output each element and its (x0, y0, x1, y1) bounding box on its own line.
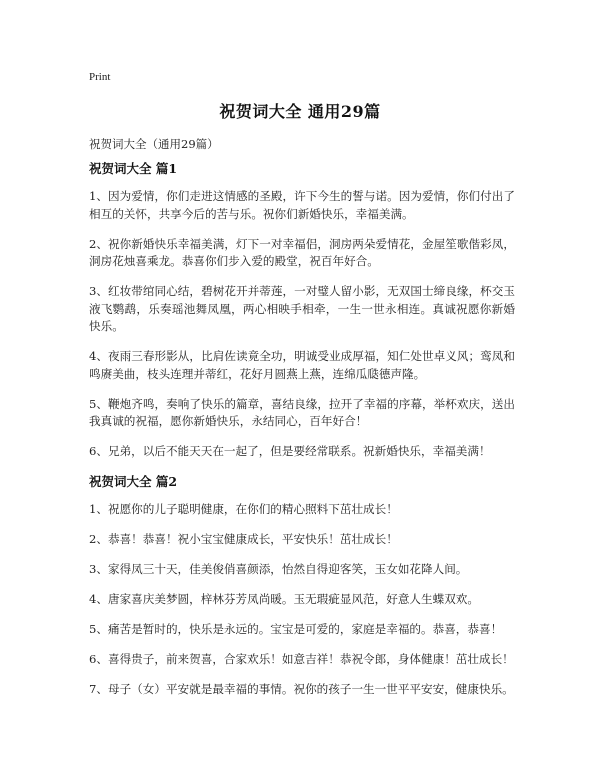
paragraph: 6、兄弟，以后不能天天在一起了，但是要经常联系。祝新婚快乐，幸福美满！ (89, 444, 491, 458)
paragraph: 1、因为爱情，你们走进这情感的圣殿，许下今生的誓与诺。因为爱情，你们付出了相互的关怀，共享今后的苦与乐。祝你们新婚快乐，幸福美满。 (89, 189, 515, 221)
paragraph: 3、家得凤三十天，佳美俊俏喜颜添，怡然自得迎客笑，玉女如花降人间。 (89, 562, 468, 576)
paragraph: 4、唐家喜庆美梦圆，梓林芬芳凤尚暖。玉无瑕疵显风范，好意人生蝶双欢。 (89, 592, 479, 606)
section-2 (89, 473, 515, 699)
paragraph: 2、祝你新婚快乐幸福美满，灯下一对幸福侣，洞房两朵爱情花，金屋笙歌偕彩凤，洞房花烛喜乘龙。恭喜你们步入爱的殿堂，祝百年好合。 (89, 236, 515, 268)
document-subtitle: 祝贺词大全（通用29篇） (89, 137, 219, 151)
paragraph: 5、痛苦是暂时的，快乐是永远的。宝宝是可爱的，家庭是幸福的。恭喜，恭喜！ (89, 622, 503, 636)
section-1 (89, 160, 515, 461)
section-heading: 祝贺词大全 篇1 (89, 161, 178, 176)
paragraph: 7、母子（女）平安就是最幸福的事情。祝你的孩子一生一世平平安安，健康快乐。 (89, 682, 514, 696)
paragraph: 2、恭喜！恭喜！祝小宝宝健康成长，平安快乐！茁壮成长！ (89, 532, 398, 546)
paragraph: 4、夜雨三春形影从，比肩佐读竟全功，明诚受业成厚福，知仁处世卓义风；鸾凤和鸣赓美曲，枝头连理并蒂红，花好月圆燕上燕，连绵瓜瓞德声隆。 (89, 349, 515, 381)
paragraph: 6、喜得贵子，前来贺喜，合家欢乐！如意吉祥！恭祝令郎，身体健康！茁壮成长！ (89, 652, 514, 666)
paragraph: 5、鞭炮齐鸣，奏响了快乐的篇章，喜结良缘，拉开了幸福的序幕，举杯欢庆，送出我真诚的祝福，愿你新婚快乐，永结同心，百年好合！ (89, 396, 515, 428)
document-content (89, 160, 515, 711)
print-label[interactable]: Print (89, 71, 111, 83)
section-heading: 祝贺词大全 篇2 (89, 474, 178, 489)
paragraph: 3、红妆带绾同心结，碧树花开并蒂莲，一对璧人留小影，无双国士缔良缘，杯交玉液飞鹦鹉，乐奏瑶池舞凤凰，两心相映手相牵，一生一世永相连。真诚祝愿你新婚快乐。 (89, 284, 515, 333)
paragraph: 1、祝愿你的儿子聪明健康，在你们的精心照料下茁壮成长！ (89, 502, 398, 516)
page-title: 祝贺词大全 通用29篇 (219, 102, 381, 121)
